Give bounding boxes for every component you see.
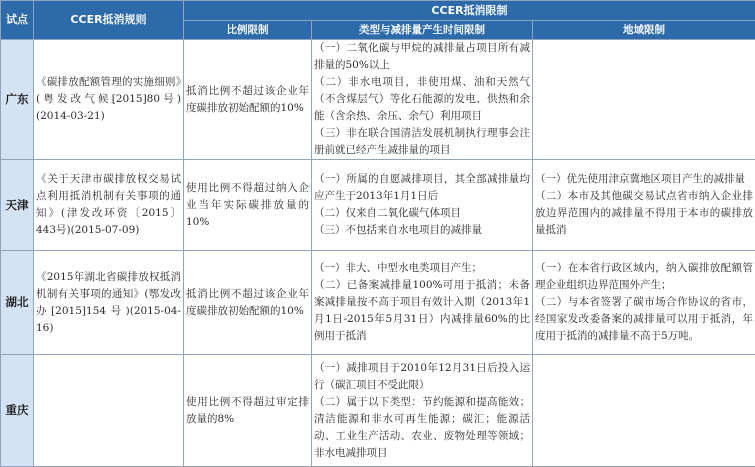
header-region: 地域限制: [533, 21, 755, 40]
table-row: [1, 355, 755, 467]
header-ratio: 比例限制: [184, 21, 312, 40]
ratio-cell: 使用比例不得超过纳入企业当年实际碳排放量的10%: [184, 160, 312, 251]
type-time-item: （二）非水电项目，非使用煤、油和天然气（不含煤层气）等化石能源的发电、供热和余能（含余热、余压、余气）利用项目: [314, 74, 530, 125]
type-time-item: （二）已备案减排量100%可用于抵消；未备案减排量按不高于项目有效计入期（2013年1月1日-2015年5月31日）内减排量60%的比例用于抵消: [314, 277, 530, 345]
region-cell: [533, 355, 755, 467]
pilot-chongqing: 重庆: [1, 355, 34, 467]
pilot-tianjin: 天津: [1, 160, 34, 251]
type-time-item: （一）减排项目于2010年12月31日后投入运行（碳汇项目不受此限）: [314, 360, 530, 394]
rule-cell: 《关于天津市碳排放权交易试点利用抵消机制有关事项的通知》(津发改环资〔2015〕443号)(2015-07-09): [34, 160, 184, 251]
table-row: [1, 251, 755, 355]
type-time-cell: [312, 160, 533, 251]
type-time-cell: [312, 251, 533, 355]
type-time-item: （二）仅来自二氧化碳气体项目: [314, 205, 530, 222]
region-cell: [533, 251, 755, 355]
type-time-item: （三）不包括来自水电项目的减排量: [314, 222, 530, 239]
table-row: [1, 160, 755, 251]
ratio-cell: 使用比例不得超过审定排放量的8%: [184, 355, 312, 467]
type-time-item: （一）所属的自愿减排项目，其全部减排量均应产生于2013年1月1日后: [314, 171, 530, 205]
header-limit-group: CCER抵消限制: [184, 1, 755, 21]
ratio-cell: 抵消比例不超过该企业年度碳排放初始配额的10%: [184, 40, 312, 160]
ratio-cell: 抵消比例不超过该企业年度碳排放初始配额的10%: [184, 251, 312, 355]
region-cell: [533, 160, 755, 251]
type-time-item: （一）非大、中型水电类项目产生；: [314, 260, 530, 277]
region-item: （二）本市及其他碳交易试点省市纳入企业排放边界范围内的减排量不得用于本市的碳排放量抵消: [535, 188, 753, 239]
rule-cell: 《碳排放配额管理的实施细则》(粤发改气候[2015]80号)(2014-03-21): [34, 40, 184, 160]
header-pilot: 试点: [1, 1, 34, 40]
pilot-guangdong: 广东: [1, 40, 34, 160]
header-rules: CCER抵消规则: [34, 1, 184, 40]
type-time-item: （二）属于以下类型：节约能源和提高能效；清洁能源和非水可再生能源；碳汇；能源活动、工业生产活动、农业、废物处理等领域；非水电减排项目: [314, 394, 530, 462]
pilot-hubei: 湖北: [1, 251, 34, 355]
type-time-item: （一）二氧化碳与甲烷的减排量占项目所有减排量的50%以上: [314, 40, 530, 74]
region-cell: [533, 40, 755, 160]
rule-cell: [34, 355, 184, 467]
type-time-item: （三）非在联合国清洁发展机制执行理事会注册前就已经产生减排量的项目: [314, 125, 530, 159]
type-time-cell: [312, 40, 533, 160]
table-row: [1, 40, 755, 160]
region-item: （一）在本省行政区域内，纳入碳排放配额管理企业组织边界范围外产生；: [535, 260, 753, 294]
rule-cell: 《2015年湖北省碳排放权抵消机制有关事项的通知》(鄂发改办[2015]154号)(2015-04-16): [34, 251, 184, 355]
header-type-time: 类型与减排量产生时间限制: [312, 21, 533, 40]
region-item: （一）优先使用津京冀地区项目产生的减排量: [535, 171, 753, 188]
region-item: （二）与本省签署了碳市场合作协议的省市，经国家发改委备案的减排量可以用于抵消，年度用于抵消的减排量不高于5万吨。: [535, 294, 753, 345]
type-time-cell: [312, 355, 533, 467]
